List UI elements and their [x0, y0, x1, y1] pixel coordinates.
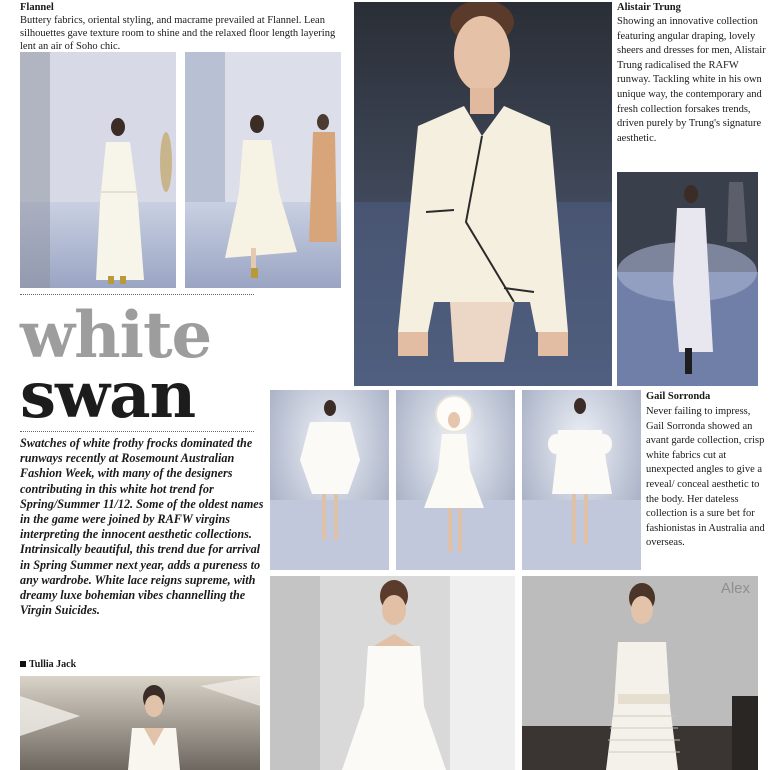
flannel-title: Flannel — [20, 2, 54, 13]
flannel-photo-1 — [20, 52, 176, 288]
bottom-middle-photo — [270, 576, 515, 770]
alistair-title: Alistair Trung — [617, 2, 681, 13]
byline — [20, 659, 76, 670]
gail-sorronda-photo-1 — [270, 390, 389, 570]
headline-swan: swan — [20, 358, 196, 433]
gail-text: Never failing to impress, Gail Sorronda showed an avant garde collection, crisp white fabrics cut at unexpected angles to give a reveal/ conceal aesthetic to the body. Her dateless collection is a sure bet for fashionistas in Australia and overseas. — [646, 406, 765, 549]
alistair-trung-main-photo — [354, 2, 612, 386]
flannel-text: Buttery fabrics, oriental styling, and macrame prevailed at Flannel. Lean silhouettes gave texture room to shine and the relaxed floor length layering lent an air of Soho chic. — [20, 15, 336, 53]
bottom-right-photo — [522, 576, 758, 770]
divider-flannel — [20, 294, 254, 295]
byline-square-icon — [20, 661, 26, 667]
flannel-photo-2 — [185, 52, 341, 288]
headline-white: white — [20, 298, 212, 373]
gail-sorronda-photo-3 — [522, 390, 641, 570]
alistair-trung-photo-2 — [617, 172, 758, 386]
gail-sorronda-photo-2 — [396, 390, 515, 570]
gail-title: Gail Sorronda — [646, 391, 711, 402]
intro-text: Swatches of white frothy frocks dominated the runways recently at Rosemount Australian Fashion Week, with many of the designers contributing in this white hot trend for Spring/Summer 11/12. Some of the oldest names in the game were joined by RAFW virgins interpreting the innocent aesthetic collections. Intrinsically beautiful, this trend due for arrival in Spring Summer next year, adds a pureness to any wardrobe. White lace reigns supreme, with dreamy luxe bohemian vibes channelling the Virgin Suicides. — [20, 436, 264, 618]
backdrop-sign-text: Alex — [720, 580, 750, 597]
divider-headline — [20, 431, 254, 432]
bottom-left-photo — [20, 676, 260, 770]
alistair-text: Showing an innovative collection featuring angular draping, lovely sheers and dresses for men, Alistair Trung radicalised the RAFW runway. Tackling white in his own unique way, the contemporary and fresh collection forsakes trends, driven purely by Trung's signature aesthetic. — [617, 16, 766, 144]
byline-name: Tullia Jack — [29, 659, 77, 670]
